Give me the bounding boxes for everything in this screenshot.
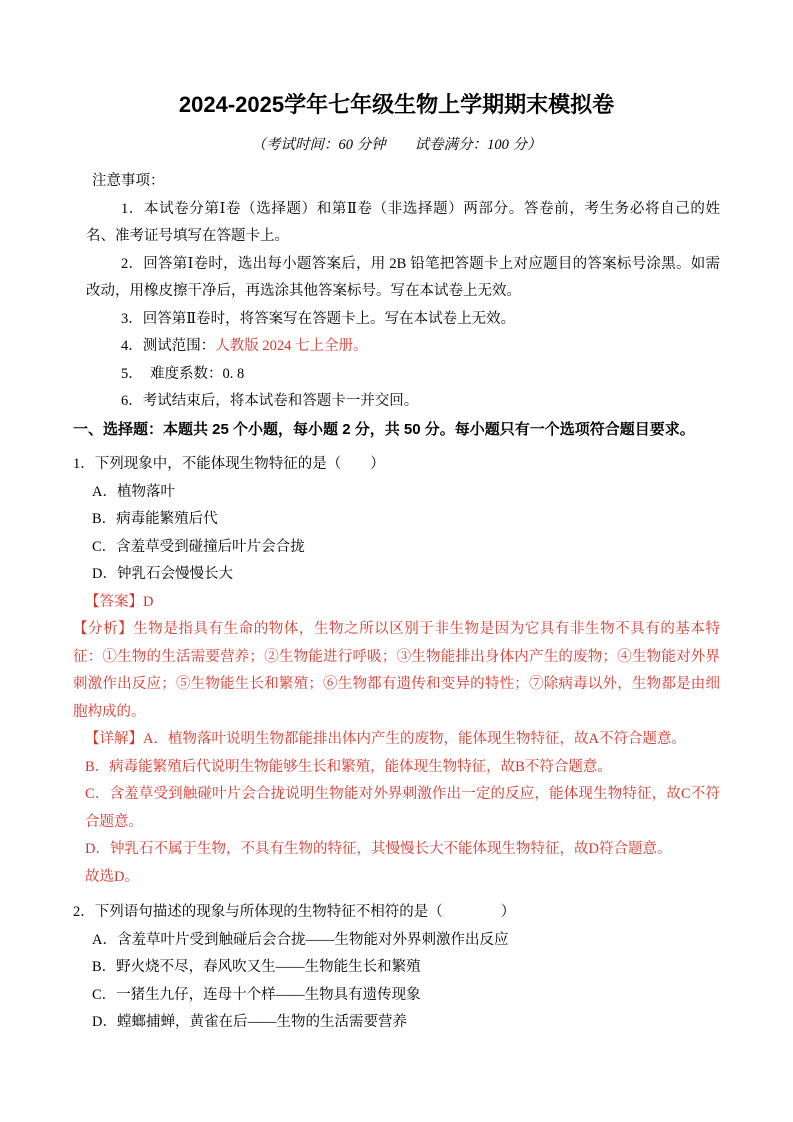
- notice-item-5: [73, 361, 720, 389]
- question-1-option-d: D．钟乳石会慢慢长大: [92, 566, 233, 582]
- question-1-detail-a: 【详解】A．植物落叶说明生物都能排出体内产生的废物，能体现生物特征，故A不符合题意。: [85, 731, 686, 747]
- notice-item-6-text: 6．考试结束后，将本试卷和答题卡一并交回。: [121, 393, 419, 409]
- question-1-detail-c: C．含羞草受到触碰叶片会合拢说明生物能对外界刺激作出一定的反应，能体现生物特征，故C不符合题意。: [85, 786, 720, 830]
- question-1-detail-b: B．病毒能繁殖后代说明生物能够生长和繁殖，能体现生物特征，故B不符合题意。: [85, 758, 612, 775]
- question-1-stem: 1．下列现象中，不能体现生物特征的是（ ）: [73, 456, 385, 472]
- notice-item-3: [73, 306, 720, 334]
- question-2-option-b: B．野火烧不尽，春风吹又生——生物能生长和繁殖: [92, 959, 421, 975]
- question-1: [73, 451, 720, 891]
- question-1-detail-d: D．钟乳石不属于生物，不具有生物的特征，其慢慢长大不能体现生物特征，故D符合题意。: [85, 841, 672, 857]
- notice-item-1-text: 1．本试卷分第Ⅰ卷（选择题）和第Ⅱ卷（非选择题）两部分。答卷前，考生务必将自己的姓名、准考证号填写在答题卡上。: [86, 200, 720, 244]
- notice-item-2-text: 2．回答第Ⅰ卷时，选出每小题答案后，用 2B 铅笔把答题卡上对应题目的答案标号涂黑。如需改动，用橡皮擦干净后，再选涂其他答案标号。写在本试卷上无效。: [86, 255, 720, 299]
- section-one-heading: 一、选择题：本题共 25 个小题，每小题 2 分，共 50 分。每小题只有一个选项符合题目要求。: [73, 420, 695, 438]
- question-2-option-d: D．螳螂捕蝉，黄雀在后——生物的生活需要营养: [92, 1014, 407, 1030]
- question-1-option-c: C．含羞草受到碰撞后叶片会合拢: [92, 538, 305, 555]
- notice-item-5-text: 5． 难度系数：0. 8: [121, 365, 245, 382]
- notice-heading: 注意事项：: [92, 173, 165, 189]
- page-title: 2024-2025学年七年级生物上学期期末模拟卷: [178, 92, 615, 117]
- question-1-analysis: 【分析】生物是指具有生命的物体，生物之所以区别于非生物是因为它具有非生物不具有的基本特征：①生物的生活需要营养；②生物能进行呼吸；③生物能排出身体内产生的废物；④生物能对外界刺激作出反应；⑤生物能生长和繁殖；⑥生物都有遗传和变异的特性；⑦除病毒以外，生物都是由细胞构成的。: [73, 621, 720, 720]
- question-2: [73, 899, 720, 1037]
- notice-item-4-red-text: 人教版 2024 七上全册。: [215, 338, 368, 354]
- question-1-option-a: A．植物落叶: [92, 483, 175, 500]
- notice-item-4: [73, 333, 720, 361]
- notice-item-2: [73, 251, 720, 306]
- question-2-option-c: C．一猪生九仔，连母十个样——生物具有遗传现象: [92, 986, 421, 1003]
- notice-item-1: [73, 196, 720, 251]
- question-2-option-a: A．含羞草叶片受到触碰后会合拢——生物能对外界刺激作出反应: [92, 931, 509, 948]
- notice-section: [73, 168, 720, 416]
- question-2-stem: 2．下列语句描述的现象与所体现的生物特征不相符的是（ ）: [73, 904, 516, 920]
- exam-time-score-info: （考试时间：60 分钟 试卷满分：100 分）: [251, 137, 542, 153]
- question-1-option-b: B．病毒能繁殖后代: [92, 511, 218, 527]
- notice-item-6: [73, 388, 720, 416]
- question-1-conclusion: 故选D。: [85, 868, 139, 885]
- notice-item-3-text: 3．回答第Ⅱ卷时，将答案写在答题卡上。写在本试卷上无效。: [121, 310, 516, 327]
- notice-item-4-text: 4．测试范围：: [121, 338, 216, 354]
- question-1-answer: 【答案】D: [85, 593, 154, 610]
